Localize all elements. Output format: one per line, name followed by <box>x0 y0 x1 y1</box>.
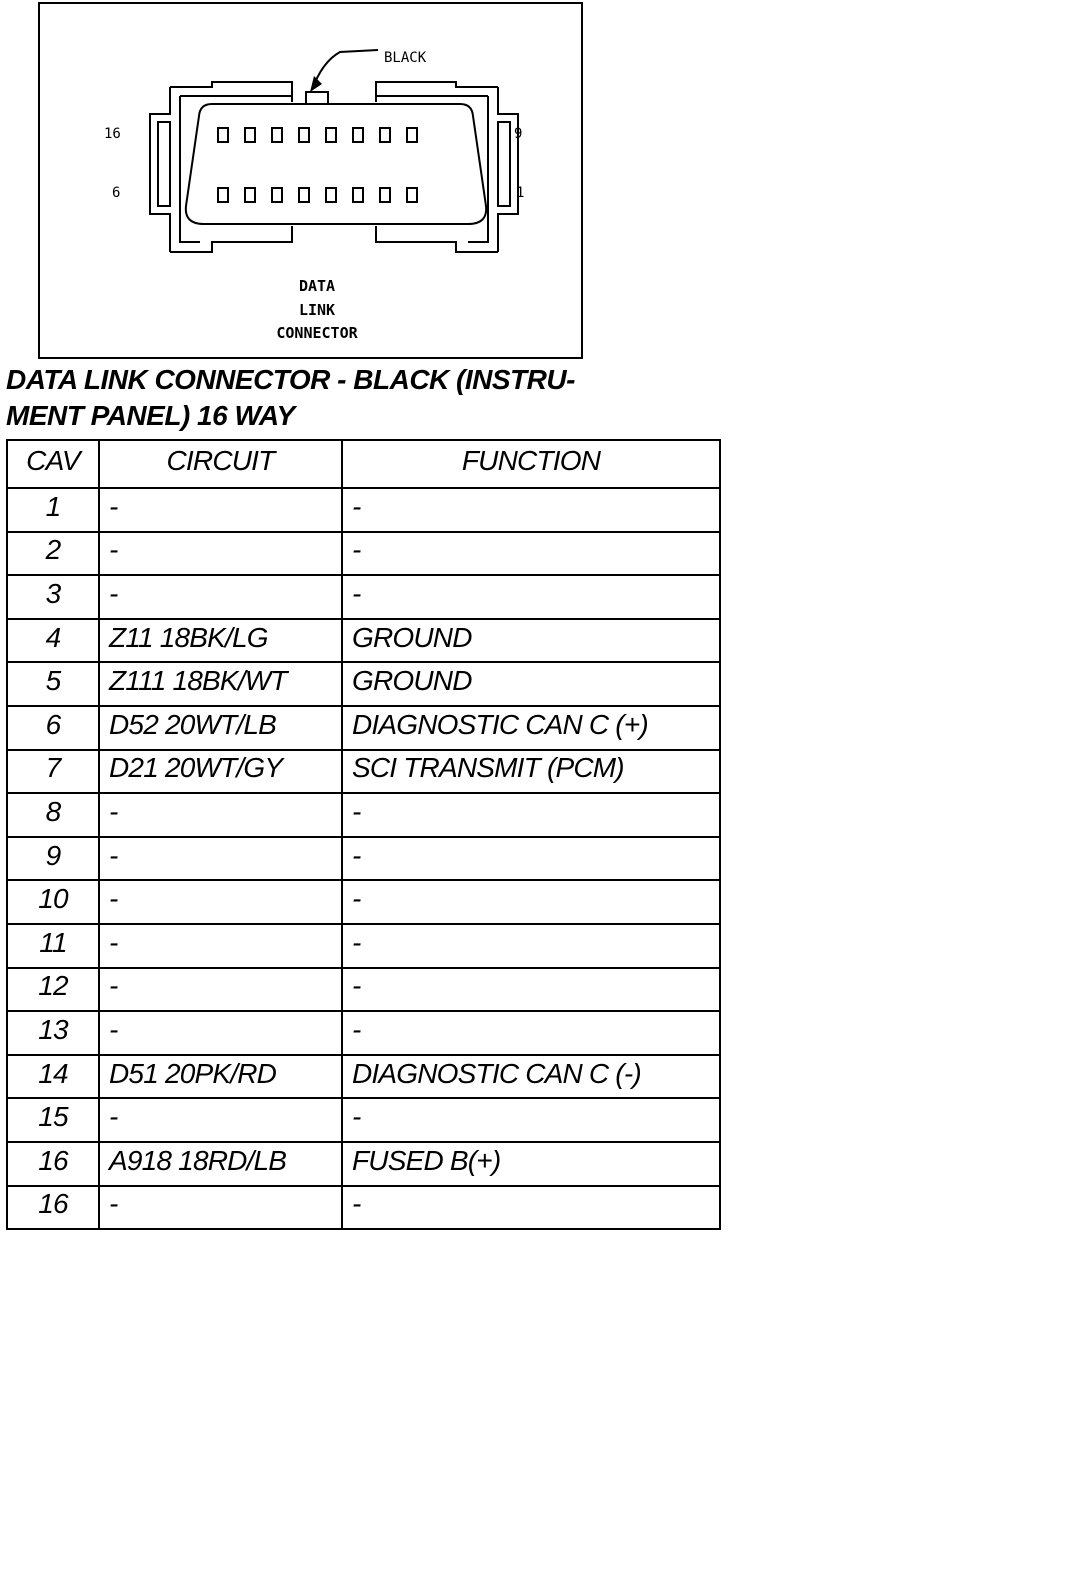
function-cell: - <box>342 793 720 837</box>
circuit-cell: - <box>99 968 342 1012</box>
table-row <box>7 1186 720 1230</box>
table-row <box>7 1011 720 1055</box>
circuit-cell: D51 20PK/RD <box>99 1055 342 1099</box>
pin-label-top-right: 9 <box>514 126 523 142</box>
function-cell: - <box>342 532 720 576</box>
table-row <box>7 619 720 663</box>
circuit-cell: - <box>99 1098 342 1142</box>
function-cell: DIAGNOSTIC CAN C (-) <box>342 1055 720 1099</box>
pin-label-bottom-right: 1 <box>516 185 525 201</box>
function-cell: - <box>342 1186 720 1230</box>
cav-cell: 4 <box>7 619 99 663</box>
circuit-cell: - <box>99 488 342 532</box>
function-cell: GROUND <box>342 619 720 663</box>
color-label: BLACK <box>384 50 427 66</box>
function-cell: - <box>342 968 720 1012</box>
pinout-table <box>6 439 721 1230</box>
circuit-cell: D21 20WT/GY <box>99 750 342 794</box>
document-title <box>6 362 726 434</box>
table-row <box>7 662 720 706</box>
cav-cell: 16 <box>7 1186 99 1230</box>
table-row <box>7 880 720 924</box>
function-cell: GROUND <box>342 662 720 706</box>
circuit-cell: Z11 18BK/LG <box>99 619 342 663</box>
title-line-2: MENT PANEL) 16 WAY <box>6 400 295 431</box>
cav-cell: 13 <box>7 1011 99 1055</box>
cav-cell: 16 <box>7 1142 99 1186</box>
title-line-1: DATA LINK CONNECTOR - BLACK (INSTRU- <box>6 364 575 395</box>
cav-cell: 2 <box>7 532 99 576</box>
cav-cell: 11 <box>7 924 99 968</box>
table-row <box>7 1055 720 1099</box>
function-cell: - <box>342 837 720 881</box>
connector-diagram <box>38 2 583 359</box>
header-circuit: CIRCUIT <box>99 440 342 488</box>
pin-label-top-left: 16 <box>104 126 121 142</box>
cav-cell: 5 <box>7 662 99 706</box>
table-header-row <box>7 440 720 488</box>
header-function: FUNCTION <box>342 440 720 488</box>
function-cell: - <box>342 924 720 968</box>
cav-cell: 15 <box>7 1098 99 1142</box>
circuit-cell: - <box>99 837 342 881</box>
caption-line-3: CONNECTOR <box>276 324 358 342</box>
circuit-cell: - <box>99 1011 342 1055</box>
circuit-cell: - <box>99 880 342 924</box>
circuit-cell: D52 20WT/LB <box>99 706 342 750</box>
table-row <box>7 924 720 968</box>
caption-line-1: DATA <box>298 277 336 295</box>
table-row <box>7 1098 720 1142</box>
table-row <box>7 837 720 881</box>
table-row <box>7 488 720 532</box>
cav-cell: 3 <box>7 575 99 619</box>
connector-drawing <box>40 4 585 361</box>
pin-label-bottom-left: 6 <box>112 185 121 201</box>
cav-cell: 12 <box>7 968 99 1012</box>
circuit-cell: - <box>99 532 342 576</box>
circuit-cell: - <box>99 575 342 619</box>
circuit-cell: - <box>99 793 342 837</box>
cav-cell: 1 <box>7 488 99 532</box>
table-row <box>7 793 720 837</box>
table-row <box>7 575 720 619</box>
table-row <box>7 532 720 576</box>
cav-cell: 6 <box>7 706 99 750</box>
table-row <box>7 750 720 794</box>
table-row <box>7 1142 720 1186</box>
circuit-cell: A918 18RD/LB <box>99 1142 342 1186</box>
cav-cell: 9 <box>7 837 99 881</box>
caption-line-2: LINK <box>298 301 336 319</box>
cav-cell: 7 <box>7 750 99 794</box>
cav-cell: 8 <box>7 793 99 837</box>
function-cell: - <box>342 488 720 532</box>
function-cell: - <box>342 1011 720 1055</box>
function-cell: DIAGNOSTIC CAN C (+) <box>342 706 720 750</box>
circuit-cell: - <box>99 924 342 968</box>
table-row <box>7 968 720 1012</box>
function-cell: - <box>342 880 720 924</box>
function-cell: - <box>342 575 720 619</box>
header-cav: CAV <box>7 440 99 488</box>
circuit-cell: Z111 18BK/WT <box>99 662 342 706</box>
cav-cell: 14 <box>7 1055 99 1099</box>
cav-cell: 10 <box>7 880 99 924</box>
function-cell: - <box>342 1098 720 1142</box>
table-row <box>7 706 720 750</box>
circuit-cell: - <box>99 1186 342 1230</box>
function-cell: FUSED B(+) <box>342 1142 720 1186</box>
function-cell: SCI TRANSMIT (PCM) <box>342 750 720 794</box>
